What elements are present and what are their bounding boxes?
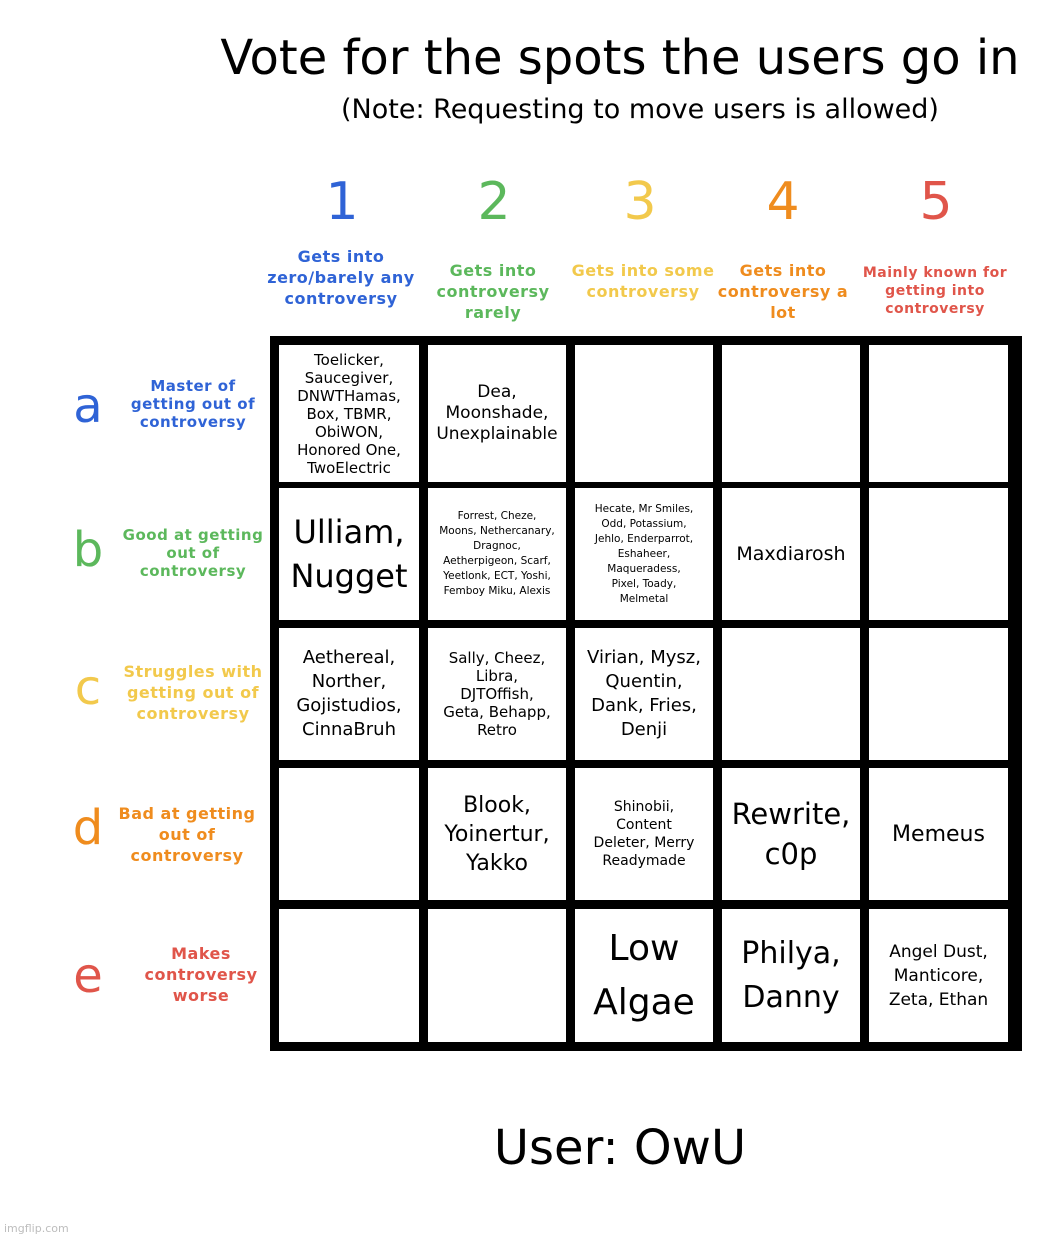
grid-cell-d4 <box>722 768 860 900</box>
grid-cell-a4 <box>722 345 860 482</box>
grid-cell-e4 <box>722 909 860 1042</box>
column-desc-3: Gets into some controversy <box>571 261 715 301</box>
grid-cell-a2 <box>428 345 566 482</box>
grid-cell-b1 <box>279 488 419 620</box>
cell-names: Blook, Yoinertur, Yakko <box>444 792 550 876</box>
grid-cell-c2 <box>428 628 566 760</box>
grid-cell-d3 <box>575 768 713 900</box>
column-desc-2: Gets into controversy rarely <box>436 261 550 322</box>
column-number-5: 5 <box>919 172 953 232</box>
cell-names: Sally, Cheez, Libra, DJTOffish, Geta, Behapp, Retro <box>443 649 551 739</box>
row-letter-b: b <box>72 522 104 578</box>
column-desc-1: Gets into zero/barely any controversy <box>267 247 415 308</box>
grid-cell-b5 <box>869 488 1008 620</box>
grid-cell-a3 <box>575 345 713 482</box>
cell-names: Angel Dust, Manticore, Zeta, Ethan <box>888 941 989 1010</box>
grid-cell-d1 <box>279 768 419 900</box>
row-desc-b: Good at getting out of controversy <box>122 526 264 580</box>
grid-cell-a5 <box>869 345 1008 482</box>
row-desc-c: Struggles with getting out of controversy <box>123 662 263 723</box>
grid-cell-d2 <box>428 768 566 900</box>
page-title: Vote for the spots the users go in <box>220 30 1020 86</box>
grid-cell-e5 <box>869 909 1008 1042</box>
column-number-4: 4 <box>766 172 800 232</box>
cell-names: Aethereal, Norther, Gojistudios, CinnaBruh <box>296 647 402 740</box>
column-number-2: 2 <box>477 172 511 232</box>
cell-names: Rewrite, c0p <box>731 797 851 871</box>
grid-cell-d5 <box>869 768 1008 900</box>
row-desc-a: Master of getting out of controversy <box>130 377 256 431</box>
grid-cell-b4 <box>722 488 860 620</box>
cell-names: Forrest, Cheze, Moons, Nethercanary, Dragnoc, Aetherpigeon, Scarf, Yeetlonk, ECT, Yoshi, Femboy Miku, Alexis <box>439 510 555 597</box>
column-desc-5: Mainly known for getting into controversy <box>862 265 1008 317</box>
grid-cell-c4 <box>722 628 860 760</box>
row-letter-e: e <box>73 948 103 1004</box>
grid-cell-a1 <box>279 345 419 482</box>
grid-cell-e2 <box>428 909 566 1042</box>
cell-names: Low Algae <box>593 927 695 1023</box>
cell-names: Philya, Danny <box>741 935 841 1015</box>
row-letter-a: a <box>73 378 103 434</box>
grid-cell-c3 <box>575 628 713 760</box>
grid-cell-b2 <box>428 488 566 620</box>
cell-names: Hecate, Mr Smiles, Odd, Potassium, Jehlo, Enderparrot, Eshaheer, Maqueradess, Pixel, Toady, Melmetal <box>594 502 694 605</box>
row-desc-d: Bad at getting out of controversy <box>118 804 256 865</box>
grid-cell-e1 <box>279 909 419 1042</box>
grid-cell-b3 <box>575 488 713 620</box>
row-letter-d: d <box>72 800 104 856</box>
cell-names: Shinobii, Content Deleter, Merry Readymade <box>593 799 695 869</box>
grid-cell-c1 <box>279 628 419 760</box>
page-subtitle: (Note: Requesting to move users is allowed) <box>341 94 939 125</box>
cell-names: Toelicker, Saucegiver, DNWTHamas, Box, TBMR, ObiWON, Honored One, TwoElectric <box>297 350 401 477</box>
column-number-1: 1 <box>325 172 359 232</box>
cell-names: Dea, Moonshade, Unexplainable <box>436 382 558 444</box>
user-credit: User: OwU <box>493 1120 747 1176</box>
row-desc-e: Makes controversy worse <box>144 944 258 1005</box>
grid-cell-c5 <box>869 628 1008 760</box>
cell-names: Maxdiarosh <box>736 543 846 565</box>
cell-names: Virian, Mysz, Quentin, Dank, Fries, Denji <box>587 647 701 740</box>
grid-cell-e3 <box>575 909 713 1042</box>
watermark: imgflip.com <box>4 1222 69 1235</box>
tier-grid <box>270 336 1022 1051</box>
column-number-3: 3 <box>623 172 657 232</box>
row-letter-c: c <box>74 660 102 716</box>
column-desc-4: Gets into controversy a lot <box>717 261 849 322</box>
cell-names: Memeus <box>892 821 985 847</box>
cell-names: Ulliam, Nugget <box>290 513 408 595</box>
